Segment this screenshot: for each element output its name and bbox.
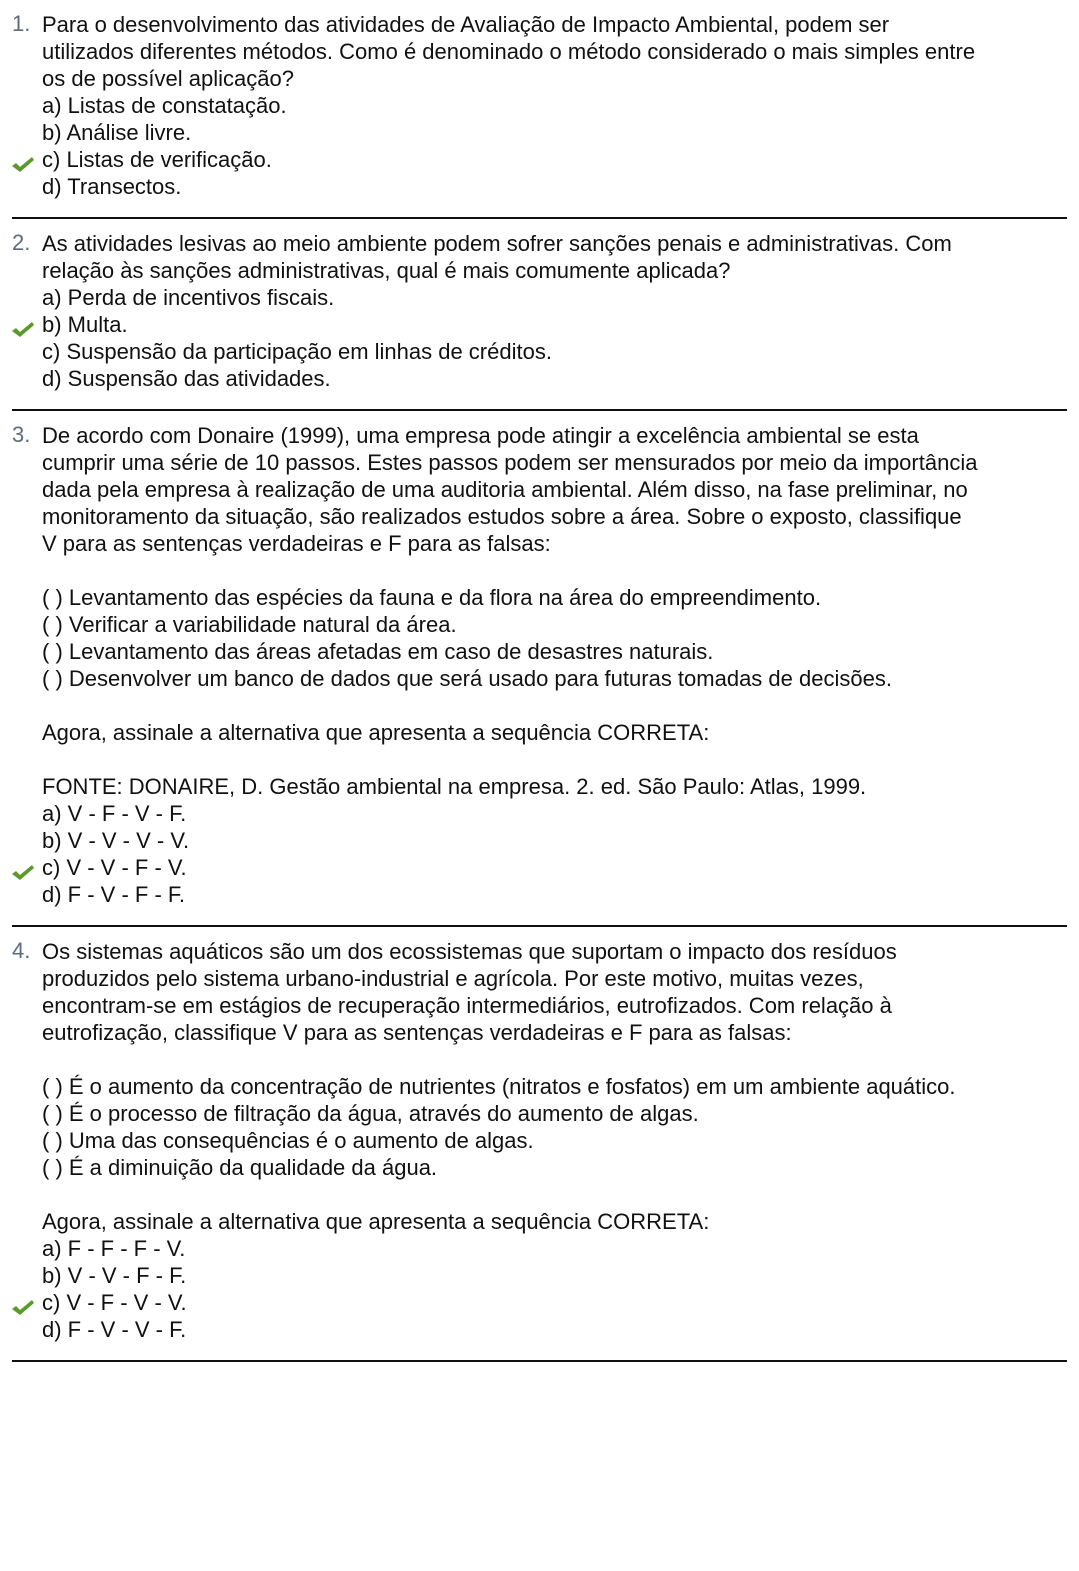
checkmark-icon: [11, 317, 35, 333]
spacer: [0, 1181, 1079, 1208]
statement: ( ) Levantamento das áreas afetadas em caso de desastres naturais.: [42, 639, 714, 664]
checkmark-icon: [11, 860, 35, 876]
instruction: Agora, assinale a alternativa que apresenta a sequência CORRETA:: [42, 1209, 710, 1234]
option: [0, 365, 1079, 392]
question-text: os de possível aplicação?: [42, 66, 294, 91]
spacer: [0, 746, 1079, 773]
spacer: [0, 557, 1079, 584]
question-text: relação às sanções administrativas, qual é mais comumente aplicada?: [42, 258, 731, 283]
option-label: c) Listas de verificação.: [42, 147, 272, 172]
question-text: V para as sentenças verdadeiras e F para as falsas:: [42, 531, 551, 556]
option-label: a) Listas de constatação.: [42, 93, 287, 118]
option-label: b) Análise livre.: [42, 120, 192, 145]
question-text: cumprir uma série de 10 passos. Estes passos podem ser mensurados por meio da importância: [42, 450, 978, 475]
question-text: As atividades lesivas ao meio ambiente podem sofrer sanções penais e administrativas. Com: [42, 231, 952, 256]
statement: ( ) É o aumento da concentração de nutrientes (nitratos e fosfatos) em um ambiente aquático.: [42, 1074, 956, 1099]
question-number: 3.: [12, 422, 31, 447]
instruction: Agora, assinale a alternativa que apresenta a sequência CORRETA:: [42, 720, 710, 745]
statement: ( ) Levantamento das espécies da fauna e da flora na área do empreendimento.: [42, 585, 822, 610]
question-block: [0, 411, 1079, 925]
question-text: dada pela empresa à realização de uma auditoria ambiental. Além disso, na fase preliminar, no: [42, 477, 968, 502]
option-label: a) F - F - F - V.: [42, 1236, 186, 1261]
divider: [12, 1360, 1067, 1362]
option: [0, 338, 1079, 365]
spacer: [0, 692, 1079, 719]
question-text: encontram-se em estágios de recuperação intermediários, eutrofizados. Com relação à: [42, 993, 892, 1018]
question-block: [0, 0, 1079, 217]
option-correct: [0, 146, 1079, 173]
option: [0, 119, 1079, 146]
spacer: [0, 1046, 1079, 1073]
option-label: a) V - F - V - F.: [42, 801, 187, 826]
option-label: d) Suspensão das atividades.: [42, 366, 331, 391]
option-label: c) Suspensão da participação em linhas de créditos.: [42, 339, 552, 364]
question-text: utilizados diferentes métodos. Como é denominado o método considerado o mais simples entre: [42, 39, 976, 64]
option-label: d) F - V - V - F.: [42, 1317, 187, 1342]
option-correct: [0, 854, 1079, 881]
option-label: c) V - V - F - V.: [42, 855, 187, 880]
question-text: Os sistemas aquáticos são um dos ecossistemas que suportam o impacto dos resíduos: [42, 939, 897, 964]
statement: ( ) É a diminuição da qualidade da água.: [42, 1155, 438, 1180]
option-label: b) V - V - F - F.: [42, 1263, 187, 1288]
option-label: a) Perda de incentivos fiscais.: [42, 285, 335, 310]
question-block: [0, 927, 1079, 1360]
option: [0, 92, 1079, 119]
question-text: produzidos pelo sistema urbano-industrial e agrícola. Por este motivo, muitas vezes,: [42, 966, 864, 991]
option-label: c) V - F - V - V.: [42, 1290, 187, 1315]
question-text: eutrofização, classifique V para as sentenças verdadeiras e F para as falsas:: [42, 1020, 792, 1045]
option: [0, 284, 1079, 311]
statement: ( ) Uma das consequências é o aumento de algas.: [42, 1128, 534, 1153]
question-text: monitoramento da situação, são realizados estudos sobre a área. Sobre o exposto, classifique: [42, 504, 962, 529]
option: [0, 800, 1079, 827]
statement: ( ) Desenvolver um banco de dados que será usado para futuras tomadas de decisões.: [42, 666, 892, 691]
option: [0, 173, 1079, 200]
option-label: d) Transectos.: [42, 174, 182, 199]
question-number: 1.: [12, 11, 31, 36]
option-correct: [0, 311, 1079, 338]
option: [0, 1235, 1079, 1262]
option-label: d) F - V - F - F.: [42, 882, 185, 907]
question-text: De acordo com Donaire (1999), uma empresa pode atingir a excelência ambiental se esta: [42, 423, 919, 448]
statement: ( ) É o processo de filtração da água, através do aumento de algas.: [42, 1101, 699, 1126]
checkmark-icon: [11, 152, 35, 168]
option-correct: [0, 1289, 1079, 1316]
source-citation: FONTE: DONAIRE, D. Gestão ambiental na empresa. 2. ed. São Paulo: Atlas, 1999.: [42, 774, 867, 799]
statement: ( ) Verificar a variabilidade natural da área.: [42, 612, 457, 637]
option-label: b) V - V - V - V.: [42, 828, 190, 853]
option: [0, 881, 1079, 908]
option-label: b) Multa.: [42, 312, 128, 337]
question-text: Para o desenvolvimento das atividades de Avaliação de Impacto Ambiental, podem ser: [42, 12, 890, 37]
question-number: 2.: [12, 230, 31, 255]
question-number: 4.: [12, 938, 31, 963]
option: [0, 827, 1079, 854]
option: [0, 1316, 1079, 1343]
checkmark-icon: [11, 1295, 35, 1311]
option: [0, 1262, 1079, 1289]
question-block: [0, 219, 1079, 409]
